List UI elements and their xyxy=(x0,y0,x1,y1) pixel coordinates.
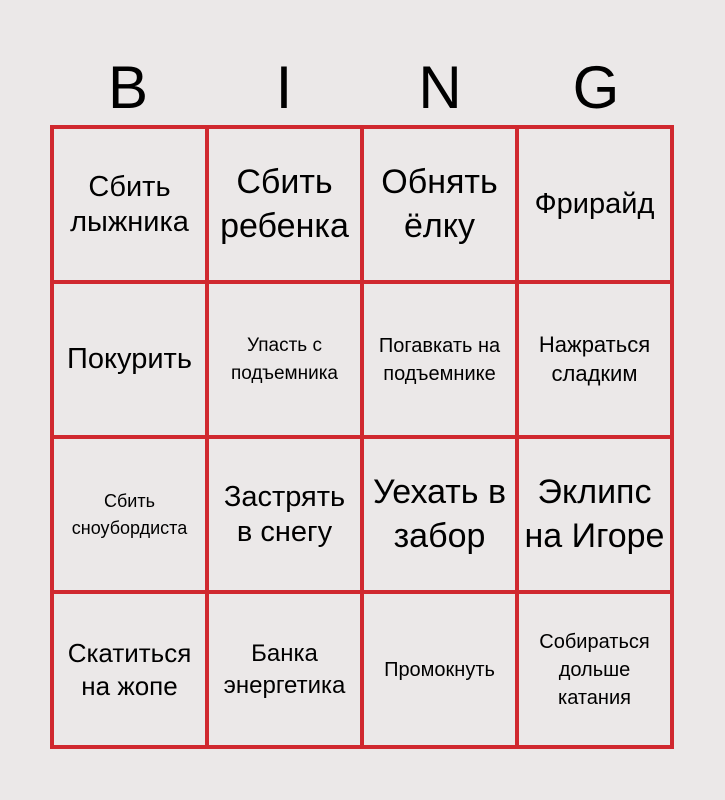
cell-label: Фрирайд xyxy=(534,188,655,221)
bingo-cell[interactable] xyxy=(517,437,672,592)
bingo-cell[interactable] xyxy=(362,592,517,747)
cell-label: Сбить сноубордиста xyxy=(71,490,188,538)
cell-label: Упасть с подъемника xyxy=(230,334,338,384)
bingo-cell[interactable] xyxy=(517,127,672,282)
bingo-cell[interactable] xyxy=(207,592,362,747)
bingo-cell[interactable] xyxy=(52,437,207,592)
bingo-cell[interactable] xyxy=(517,282,672,437)
cell-label: Скатиться на жопе xyxy=(67,638,192,701)
bingo-cell[interactable] xyxy=(207,282,362,437)
header-letter-i: I xyxy=(275,54,293,121)
cell-label: Банка энергетика xyxy=(223,640,346,699)
header-letter-b: B xyxy=(107,54,149,121)
bingo-board xyxy=(50,125,674,749)
bingo-cell[interactable] xyxy=(517,592,672,747)
bingo-cell[interactable] xyxy=(362,127,517,282)
header-letter-n: N xyxy=(418,54,462,121)
cell-label: Застрять в снегу xyxy=(223,480,346,548)
cell-label: Эклипс на Игоре xyxy=(524,472,665,555)
bingo-cell[interactable] xyxy=(52,127,207,282)
cell-label: Обнять ёлку xyxy=(381,162,498,245)
bingo-cell[interactable] xyxy=(52,282,207,437)
cell-label: Сбить ребенка xyxy=(220,162,349,245)
header-letter-g: G xyxy=(572,54,620,121)
cell-label: Промокнуть xyxy=(384,658,495,681)
bingo-cell[interactable] xyxy=(362,437,517,592)
bingo-cell[interactable] xyxy=(207,437,362,592)
bingo-cell[interactable] xyxy=(207,127,362,282)
bingo-cell[interactable] xyxy=(362,282,517,437)
cell-label: Собираться дольше катания xyxy=(539,630,650,709)
cell-label: Уехать в забор xyxy=(372,472,507,555)
cell-label: Нажраться сладким xyxy=(538,331,651,386)
bingo-header xyxy=(50,52,674,124)
cell-label: Покурить xyxy=(67,343,192,376)
cell-label: Погавкать на подъемнике xyxy=(378,334,501,385)
cell-label: Сбить лыжника xyxy=(70,170,189,238)
bingo-cell[interactable] xyxy=(52,592,207,747)
